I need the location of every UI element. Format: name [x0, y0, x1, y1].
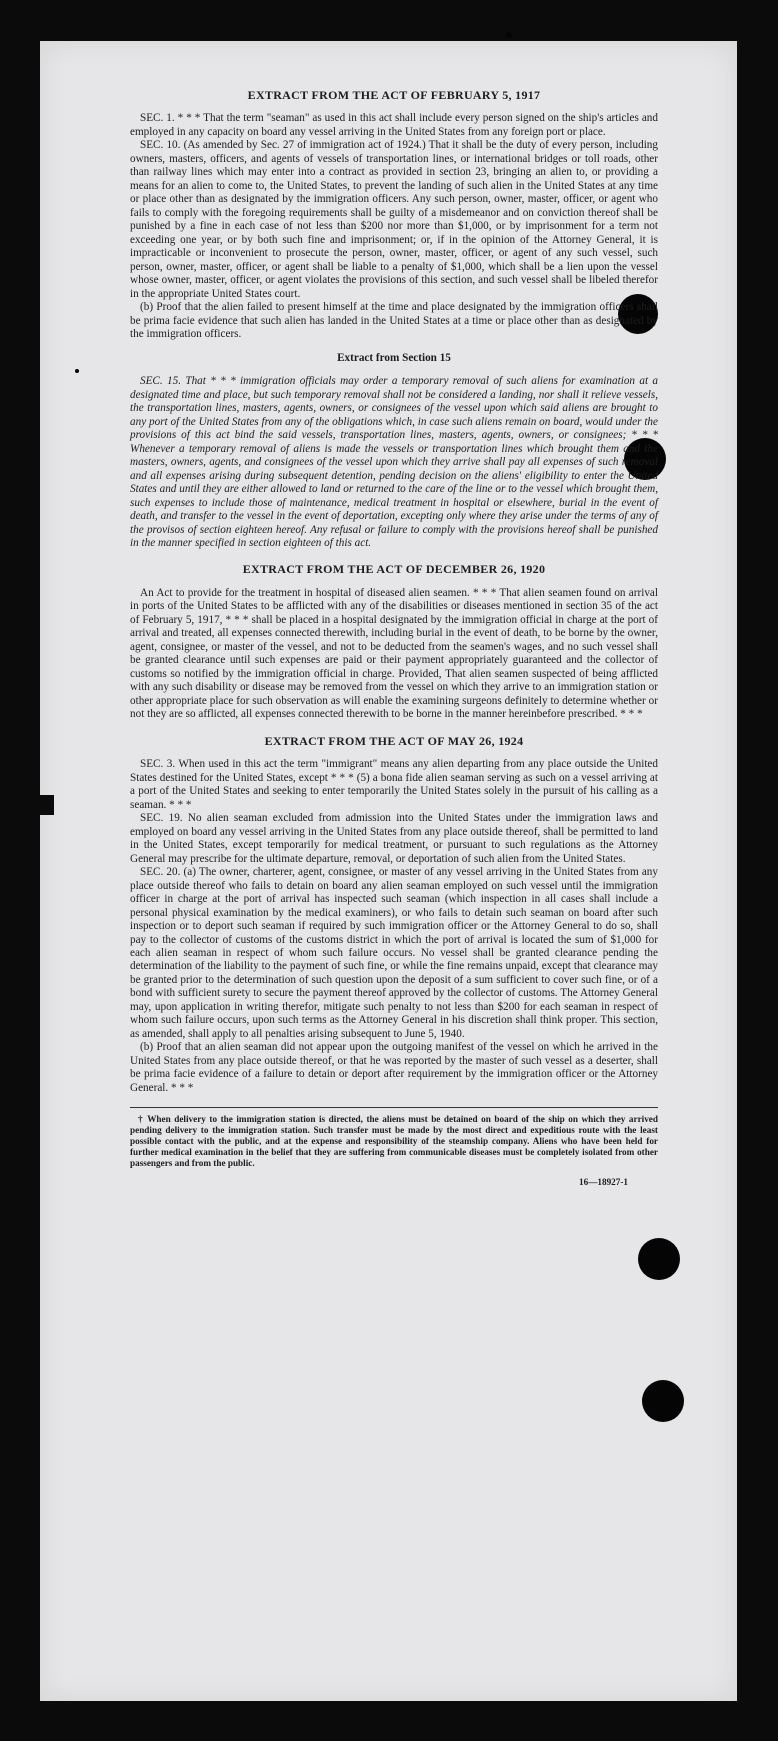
- act-1920-text: An Act to provide for the treatment in hospital of diseased alien seamen. * * * That alien seamen found on arrival in ports of the United States to be afflicted with any of the disabilities or diseases mentioned in section 35 of the act of February 5, 1917, * * * shall be placed in a hospital designated by the immigration official in charge at the port of arrival and treated, all expenses connected therewith, including burial in the event of death, to be borne by the owner, agent, consignee, or master of the vessel, and not to be deducted from the seamen's wages, and no such vessel shall be granted clearance until such expenses are paid or their payment appropriately guaranteed and the collector of customs so notified by the immigration official in charge. Provided, That alien seamen suspected of being afflicted with any such disability or disease may be removed from the vessel on which they arrive to an immigration station or other appropriate place for such observation as will enable the examining surgeons definitely to determine whether or not they are so afflicted, all expenses connected therewith to be borne in the manner hereinbefore prescribed. * * *: [130, 586, 658, 721]
- footnote-text: † When delivery to the immigration station is directed, the aliens must be detained on board of the ship on which they arrived pending delivery to the immigration station. Such transfer must be made by the most direct and expeditious route with the least possible contact with the public, and at the expense and responsibility of the steamship company. Aliens who have been held for further medical examination in the belief that they are suffering from communicable diseases must be completely isolated from other passengers and from the public.: [130, 1114, 658, 1169]
- punch-hole: [638, 1238, 680, 1280]
- heading-act-1924: EXTRACT FROM THE ACT OF MAY 26, 1924: [264, 733, 524, 748]
- section-1: SEC. 1. * * * That the term "seaman" as used in this act shall include every person signed on the ship's articles and employed in any capacity on board any vessel arriving in the United States from any foreign port or place.: [130, 112, 658, 138]
- speck: [75, 369, 79, 373]
- speck: [506, 32, 512, 38]
- heading-act-1917: EXTRACT FROM THE ACT OF FEBRUARY 5, 1917: [247, 88, 541, 102]
- footnote: [130, 1107, 658, 1169]
- section-10: SEC. 10. (As amended by Sec. 27 of immigration act of 1924.) That it shall be the duty of every person, including owners, masters, officers, and agents of vessels of transportation lines, or international bridges or toll roads, other than railway lines which may enter into a contract as provided in section 23, bringing an alien to, or providing a means for an alien to come to, the United States, to prevent the landing of such alien in the United States at any time or place other than as designated by the immigration officers. Any such person, owner, master, officer, or agent who fails to comply with the foregoing requirements shall be guilty of a misdemeanor and on conviction thereof shall be punished by a fine in each case of not less than $200 nor more than $1,000, or by imprisonment for a term not exceeding one year, or by both such fine and imprisonment; or, if in the opinion of the Attorney General, it is impracticable or inconvenient to prosecute the person, owner, master, officer, or agent of any such vessel, such person, owner, master, officer, or agent shall be liable to a penalty of $1,000, which shall be a lien upon the vessel whose owner, master, officer, or agent violates the provisions of this section, and such vessel shall be libeled therefor in the appropriate United States court.: [130, 139, 658, 300]
- section-10-b: (b) Proof that the alien failed to present himself at the time and place designated by the immigration officers shall be prima facie evidence that such alien has landed in the United States at a time or place other than as designated by the immigration officers.: [130, 301, 658, 341]
- section-15: SEC. 15. That * * * immigration officials may order a temporary removal of such aliens for examination at a designated time and place, but such temporary removal shall not be considered a landing, nor shall it relieve vessels, the transportation lines, masters, agents, owners, or consignees of the vessel upon which said aliens are brought to any port of the United States from any of the obligations which, in case such aliens remain on board, would under the provisions of this act bind the said vessels, transportation lines, masters, agents, owners, or consignees; * * * Whenever a temporary removal of aliens is made the vessels or transportation lines which brought them and the masters, owners, agents, and consignees of the vessel upon which they arrive shall pay all expenses of such removal and all expenses arising during subsequent detention, pending decision on the aliens' eligibility to enter the United States and until they are either allowed to land or returned to the care of the line or to the vessel which brought them, such expenses to include those of maintenance, medical treatment in hospital or elsewhere, burial in the event of death, and transfer to the vessel in the event of deportation, excepting only where they arise under the terms of any of the provisos of section eighteen hereof. Any refusal or failure to comply with the provisions hereof shall be punished in the manner specified in section eighteen of this act.: [130, 375, 658, 549]
- heading-section-15: Extract from Section 15: [337, 351, 451, 364]
- document-body: [130, 88, 658, 1189]
- form-code: 16—18927-1: [579, 1177, 628, 1188]
- punch-hole: [642, 1380, 684, 1422]
- section-20-b: (b) Proof that an alien seaman did not appear upon the outgoing manifest of the vessel on which he arrived in the United States from any place outside thereof, or that he was reported by the master of such vessel as a deserter, shall be prima facie evidence of a failure to detain or deport after requirement by the immigration officer or the Attorney General. * * *: [130, 1041, 658, 1094]
- section-19: SEC. 19. No alien seaman excluded from admission into the United States under the immigration laws and employed on board any vessel arriving in the United States from any place outside thereof, shall be permitted to land in the United States, except temporarily for medical treatment, or pursuant to such regulations as the Attorney General may prescribe for the ultimate departure, removal, or deportation of such alien from the United States.: [130, 812, 658, 865]
- section-20: SEC. 20. (a) The owner, charterer, agent, consignee, or master of any vessel arriving in the United States from any place outside thereof who fails to detain on board any alien seaman employed on such vessel until the immigration officer in charge at the port of arrival has inspected such seaman (which inspection in all cases shall include a personal physical examination by the medical examiners), or who fails to detain such seaman on board after such inspection or to deport such seaman if required by such immigration officer or the Attorney General to do so, shall pay to the collector of customs of the customs district in which the port of arrival is located the sum of $1,000 for each alien seaman in respect of whom such failure occurs. No vessel shall be granted clearance pending the determination of the liability to the payment of such fine, or while the fine remains unpaid, except that clearance may be granted prior to the determination of such question upon the deposit of a sum sufficient to cover such fine, or of a bond with sufficient surety to secure the payment thereof approved by the collector of customs. The Attorney General may, upon application in writing therefor, mitigate such penalty to not less than $200 for each seaman in respect of whom such failure occurs, upon such terms as the Attorney General in his discretion shall think proper. This section, as amended, shall apply to all penalties arising subsequent to June 5, 1940.: [130, 866, 658, 1040]
- heading-act-1920: EXTRACT FROM THE ACT OF DECEMBER 26, 1920: [242, 562, 546, 577]
- page-tear: [40, 795, 54, 815]
- section-3: SEC. 3. When used in this act the term "immigrant" means any alien departing from any place outside the United States destined for the United States, except * * * (5) a bona fide alien seaman serving as such on a vessel arriving at a port of the United States and seeking to enter temporarily the United States solely in the pursuit of his calling as a seaman. * * *: [130, 758, 658, 811]
